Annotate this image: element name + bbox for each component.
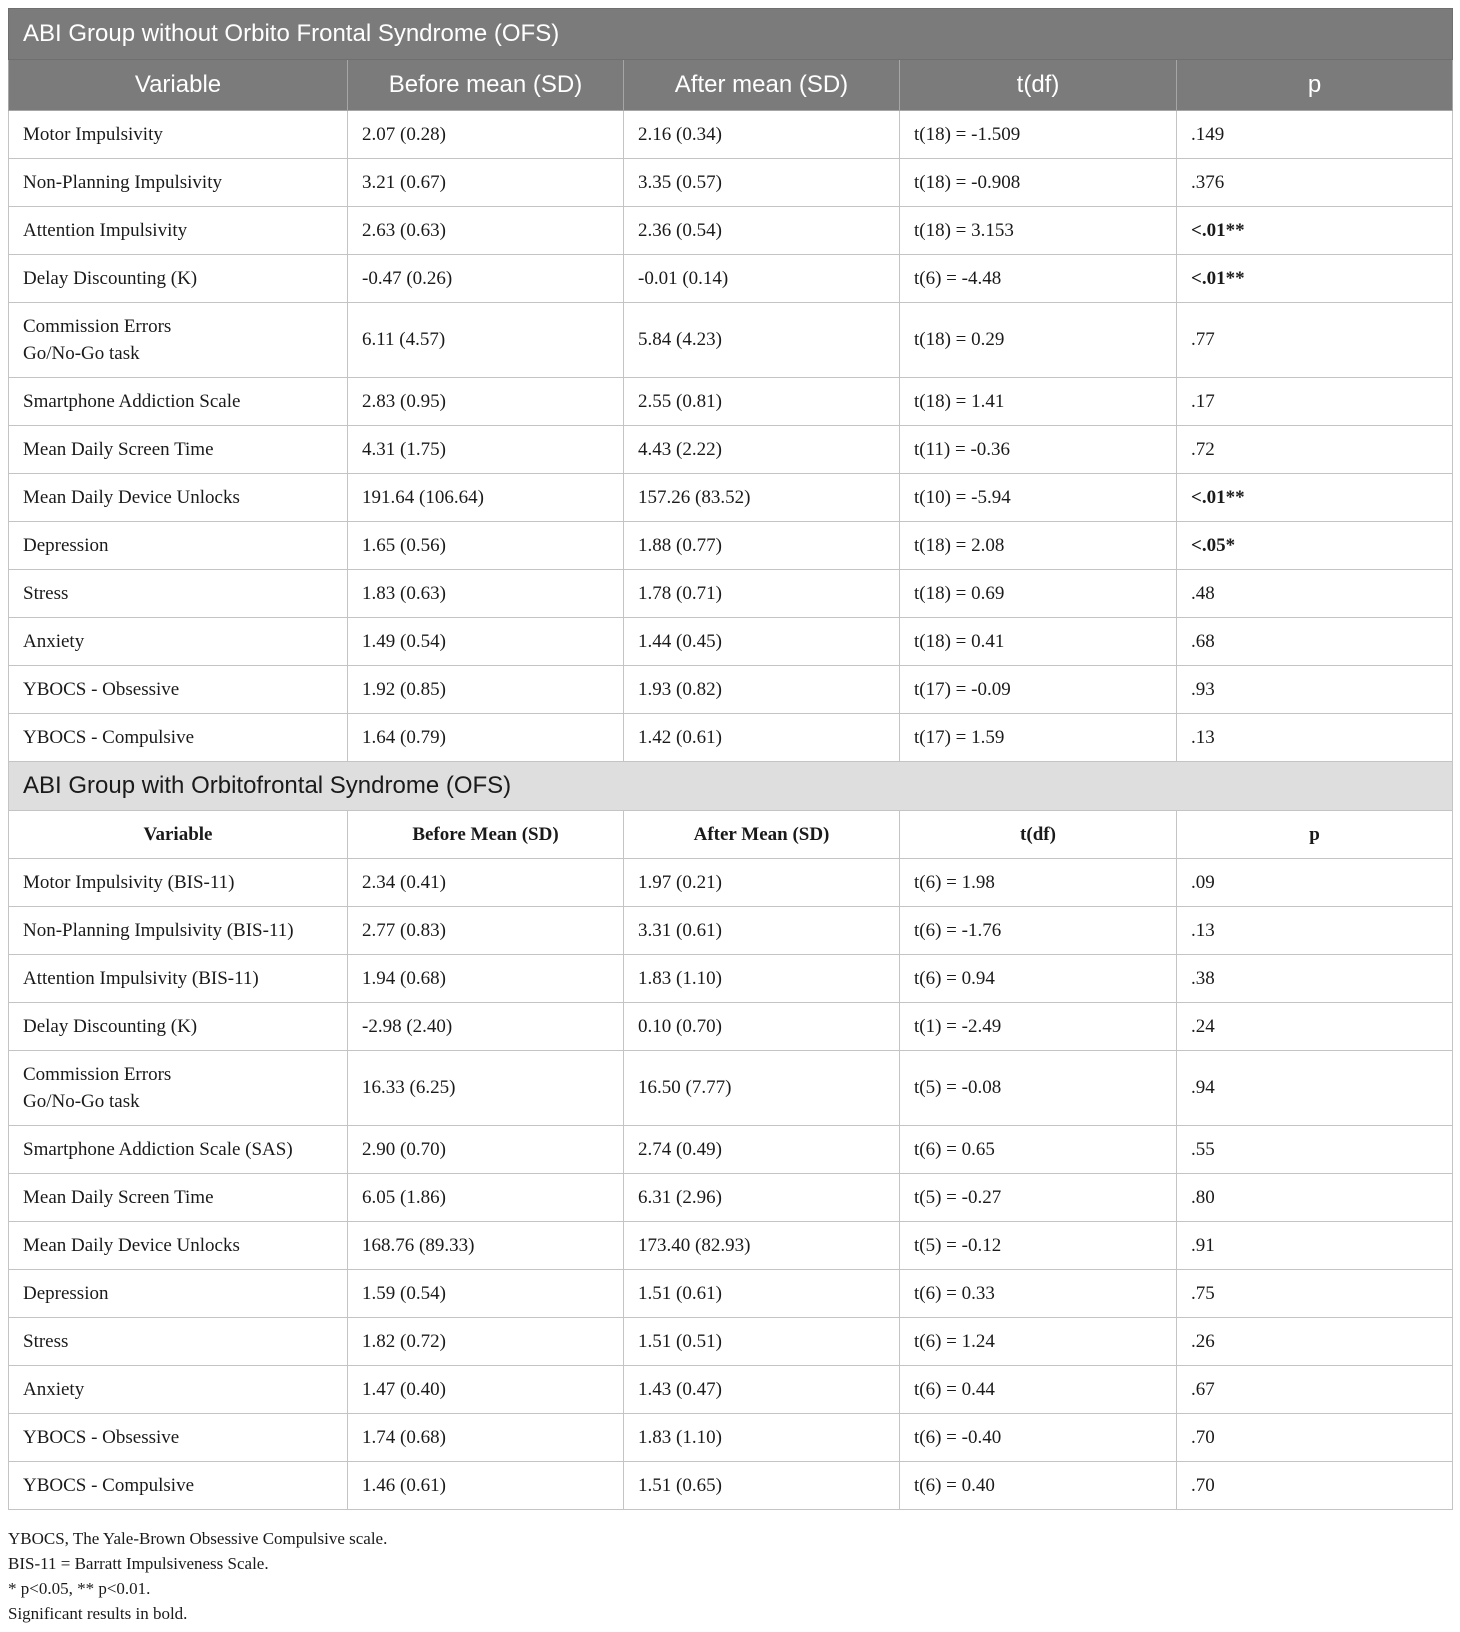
value-cell: .48 bbox=[1177, 570, 1453, 618]
value-cell: t(6) = 0.40 bbox=[900, 1462, 1177, 1510]
table-row bbox=[9, 570, 1453, 618]
value-cell: t(5) = -0.27 bbox=[900, 1174, 1177, 1222]
variable-cell: YBOCS - Compulsive bbox=[9, 1462, 348, 1510]
variable-cell: YBOCS - Compulsive bbox=[9, 714, 348, 762]
value-cell: 1.64 (0.79) bbox=[348, 714, 624, 762]
table-row bbox=[9, 859, 1453, 907]
value-cell: t(6) = 1.98 bbox=[900, 859, 1177, 907]
variable-cell: YBOCS - Obsessive bbox=[9, 666, 348, 714]
value-cell: t(18) = 0.41 bbox=[900, 618, 1177, 666]
table-row bbox=[9, 303, 1453, 378]
column-header: After mean (SD) bbox=[624, 60, 900, 111]
value-cell: 2.16 (0.34) bbox=[624, 111, 900, 159]
variable-cell: Delay Discounting (K) bbox=[9, 1003, 348, 1051]
value-cell: .09 bbox=[1177, 859, 1453, 907]
column-header: Before mean (SD) bbox=[348, 60, 624, 111]
value-cell: 3.21 (0.67) bbox=[348, 159, 624, 207]
table-row bbox=[9, 1174, 1453, 1222]
value-cell: -0.01 (0.14) bbox=[624, 255, 900, 303]
column-header: p bbox=[1177, 811, 1453, 859]
section-title: ABI Group without Orbito Frontal Syndrome (OFS) bbox=[9, 9, 1453, 60]
variable-cell: Motor Impulsivity (BIS-11) bbox=[9, 859, 348, 907]
variable-cell: Mean Daily Device Unlocks bbox=[9, 1222, 348, 1270]
value-cell: 173.40 (82.93) bbox=[624, 1222, 900, 1270]
value-cell: 1.82 (0.72) bbox=[348, 1318, 624, 1366]
value-cell: 1.97 (0.21) bbox=[624, 859, 900, 907]
value-cell: t(18) = 0.29 bbox=[900, 303, 1177, 378]
value-cell: 1.83 (1.10) bbox=[624, 955, 900, 1003]
value-cell: 16.50 (7.77) bbox=[624, 1051, 900, 1126]
variable-cell: Mean Daily Device Unlocks bbox=[9, 474, 348, 522]
value-cell: t(6) = 1.24 bbox=[900, 1318, 1177, 1366]
value-cell: 2.34 (0.41) bbox=[348, 859, 624, 907]
value-cell: t(17) = 1.59 bbox=[900, 714, 1177, 762]
value-cell: .75 bbox=[1177, 1270, 1453, 1318]
value-cell: 1.42 (0.61) bbox=[624, 714, 900, 762]
value-cell: .17 bbox=[1177, 378, 1453, 426]
value-cell: 1.65 (0.56) bbox=[348, 522, 624, 570]
value-cell: .149 bbox=[1177, 111, 1453, 159]
table-row bbox=[9, 1462, 1453, 1510]
section-title-row bbox=[9, 762, 1453, 811]
table-row bbox=[9, 1366, 1453, 1414]
value-cell: 0.10 (0.70) bbox=[624, 1003, 900, 1051]
table-row bbox=[9, 255, 1453, 303]
value-cell: 1.78 (0.71) bbox=[624, 570, 900, 618]
value-cell: 1.46 (0.61) bbox=[348, 1462, 624, 1510]
value-cell: .24 bbox=[1177, 1003, 1453, 1051]
footnote: BIS-11 = Barratt Impulsiveness Scale. bbox=[8, 1554, 269, 1573]
column-header: Variable bbox=[9, 60, 348, 111]
value-cell: 6.11 (4.57) bbox=[348, 303, 624, 378]
value-cell: 2.55 (0.81) bbox=[624, 378, 900, 426]
value-cell: 1.51 (0.51) bbox=[624, 1318, 900, 1366]
value-cell: 2.83 (0.95) bbox=[348, 378, 624, 426]
table-row bbox=[9, 426, 1453, 474]
table-row bbox=[9, 1270, 1453, 1318]
value-cell: 157.26 (83.52) bbox=[624, 474, 900, 522]
value-cell: 2.77 (0.83) bbox=[348, 907, 624, 955]
table-row bbox=[9, 378, 1453, 426]
value-cell: .70 bbox=[1177, 1414, 1453, 1462]
value-cell: 1.51 (0.61) bbox=[624, 1270, 900, 1318]
value-cell: -0.47 (0.26) bbox=[348, 255, 624, 303]
value-cell: t(10) = -5.94 bbox=[900, 474, 1177, 522]
value-cell: .91 bbox=[1177, 1222, 1453, 1270]
value-cell: 1.94 (0.68) bbox=[348, 955, 624, 1003]
value-cell: t(18) = -1.509 bbox=[900, 111, 1177, 159]
table-row bbox=[9, 1003, 1453, 1051]
value-cell: .77 bbox=[1177, 303, 1453, 378]
variable-cell: Anxiety bbox=[9, 1366, 348, 1414]
value-cell: t(18) = 3.153 bbox=[900, 207, 1177, 255]
value-cell: .13 bbox=[1177, 714, 1453, 762]
table-row bbox=[9, 207, 1453, 255]
value-cell: 1.47 (0.40) bbox=[348, 1366, 624, 1414]
table-row bbox=[9, 955, 1453, 1003]
value-cell: .67 bbox=[1177, 1366, 1453, 1414]
value-cell: 6.05 (1.86) bbox=[348, 1174, 624, 1222]
value-cell: <.01** bbox=[1177, 474, 1453, 522]
value-cell: 3.35 (0.57) bbox=[624, 159, 900, 207]
value-cell: <.01** bbox=[1177, 255, 1453, 303]
variable-cell: Depression bbox=[9, 522, 348, 570]
value-cell: .13 bbox=[1177, 907, 1453, 955]
value-cell: t(6) = 0.94 bbox=[900, 955, 1177, 1003]
results-table bbox=[8, 8, 1453, 1510]
value-cell: t(6) = -0.40 bbox=[900, 1414, 1177, 1462]
value-cell: 1.92 (0.85) bbox=[348, 666, 624, 714]
value-cell: 1.59 (0.54) bbox=[348, 1270, 624, 1318]
value-cell: 1.83 (1.10) bbox=[624, 1414, 900, 1462]
table-footnotes bbox=[8, 1526, 387, 1626]
column-header: Variable bbox=[9, 811, 348, 859]
value-cell: .26 bbox=[1177, 1318, 1453, 1366]
value-cell: .70 bbox=[1177, 1462, 1453, 1510]
value-cell: 4.43 (2.22) bbox=[624, 426, 900, 474]
table-row bbox=[9, 159, 1453, 207]
value-cell: t(6) = 0.44 bbox=[900, 1366, 1177, 1414]
value-cell: <.01** bbox=[1177, 207, 1453, 255]
value-cell: 1.43 (0.47) bbox=[624, 1366, 900, 1414]
value-cell: .38 bbox=[1177, 955, 1453, 1003]
value-cell: t(6) = -1.76 bbox=[900, 907, 1177, 955]
variable-cell: Attention Impulsivity bbox=[9, 207, 348, 255]
value-cell: t(5) = -0.12 bbox=[900, 1222, 1177, 1270]
table-row bbox=[9, 907, 1453, 955]
variable-cell: Smartphone Addiction Scale bbox=[9, 378, 348, 426]
footnote: Significant results in bold. bbox=[8, 1604, 188, 1623]
value-cell: .94 bbox=[1177, 1051, 1453, 1126]
variable-cell: Stress bbox=[9, 1318, 348, 1366]
variable-cell: Attention Impulsivity (BIS-11) bbox=[9, 955, 348, 1003]
variable-cell: YBOCS - Obsessive bbox=[9, 1414, 348, 1462]
column-header: Before Mean (SD) bbox=[348, 811, 624, 859]
value-cell: 3.31 (0.61) bbox=[624, 907, 900, 955]
value-cell: t(5) = -0.08 bbox=[900, 1051, 1177, 1126]
variable-cell: Commission Errors Go/No-Go task bbox=[9, 1051, 348, 1126]
variable-cell: Delay Discounting (K) bbox=[9, 255, 348, 303]
value-cell: t(18) = 1.41 bbox=[900, 378, 1177, 426]
value-cell: 2.07 (0.28) bbox=[348, 111, 624, 159]
value-cell: 16.33 (6.25) bbox=[348, 1051, 624, 1126]
value-cell: .68 bbox=[1177, 618, 1453, 666]
column-header: p bbox=[1177, 60, 1453, 111]
value-cell: t(18) = 0.69 bbox=[900, 570, 1177, 618]
value-cell: .93 bbox=[1177, 666, 1453, 714]
table-row bbox=[9, 474, 1453, 522]
value-cell: 6.31 (2.96) bbox=[624, 1174, 900, 1222]
value-cell: t(1) = -2.49 bbox=[900, 1003, 1177, 1051]
value-cell: .72 bbox=[1177, 426, 1453, 474]
column-header: t(df) bbox=[900, 811, 1177, 859]
table-row bbox=[9, 1318, 1453, 1366]
variable-cell: Anxiety bbox=[9, 618, 348, 666]
variable-cell: Smartphone Addiction Scale (SAS) bbox=[9, 1126, 348, 1174]
value-cell: .55 bbox=[1177, 1126, 1453, 1174]
section-title: ABI Group with Orbitofrontal Syndrome (OFS) bbox=[9, 762, 1453, 811]
column-header: After Mean (SD) bbox=[624, 811, 900, 859]
value-cell: 1.93 (0.82) bbox=[624, 666, 900, 714]
section-title-row bbox=[9, 9, 1453, 60]
variable-cell: Non-Planning Impulsivity bbox=[9, 159, 348, 207]
variable-cell: Motor Impulsivity bbox=[9, 111, 348, 159]
value-cell: 1.88 (0.77) bbox=[624, 522, 900, 570]
table-row bbox=[9, 111, 1453, 159]
variable-cell: Mean Daily Screen Time bbox=[9, 1174, 348, 1222]
value-cell: -2.98 (2.40) bbox=[348, 1003, 624, 1051]
variable-cell: Non-Planning Impulsivity (BIS-11) bbox=[9, 907, 348, 955]
value-cell: 5.84 (4.23) bbox=[624, 303, 900, 378]
value-cell: 2.74 (0.49) bbox=[624, 1126, 900, 1174]
footnote: YBOCS, The Yale-Brown Obsessive Compulsive scale. bbox=[8, 1529, 388, 1548]
value-cell: 1.44 (0.45) bbox=[624, 618, 900, 666]
value-cell: t(11) = -0.36 bbox=[900, 426, 1177, 474]
value-cell: .376 bbox=[1177, 159, 1453, 207]
header-row bbox=[9, 811, 1453, 859]
value-cell: t(17) = -0.09 bbox=[900, 666, 1177, 714]
value-cell: 2.63 (0.63) bbox=[348, 207, 624, 255]
value-cell: .80 bbox=[1177, 1174, 1453, 1222]
value-cell: t(18) = 2.08 bbox=[900, 522, 1177, 570]
value-cell: 1.51 (0.65) bbox=[624, 1462, 900, 1510]
table-row bbox=[9, 714, 1453, 762]
variable-cell: Commission Errors Go/No-Go task bbox=[9, 303, 348, 378]
footnote: * p<0.05, ** p<0.01. bbox=[8, 1579, 151, 1598]
table-row bbox=[9, 666, 1453, 714]
value-cell: 1.49 (0.54) bbox=[348, 618, 624, 666]
value-cell: 4.31 (1.75) bbox=[348, 426, 624, 474]
value-cell: 1.74 (0.68) bbox=[348, 1414, 624, 1462]
value-cell: t(6) = 0.65 bbox=[900, 1126, 1177, 1174]
table-row bbox=[9, 522, 1453, 570]
value-cell: 1.83 (0.63) bbox=[348, 570, 624, 618]
column-header: t(df) bbox=[900, 60, 1177, 111]
variable-cell: Stress bbox=[9, 570, 348, 618]
table-row bbox=[9, 1414, 1453, 1462]
table-row bbox=[9, 1222, 1453, 1270]
table-row bbox=[9, 1126, 1453, 1174]
variable-cell: Depression bbox=[9, 1270, 348, 1318]
header-row bbox=[9, 60, 1453, 111]
value-cell: 191.64 (106.64) bbox=[348, 474, 624, 522]
variable-cell: Mean Daily Screen Time bbox=[9, 426, 348, 474]
table-row bbox=[9, 618, 1453, 666]
value-cell: <.05* bbox=[1177, 522, 1453, 570]
value-cell: t(6) = -4.48 bbox=[900, 255, 1177, 303]
value-cell: 168.76 (89.33) bbox=[348, 1222, 624, 1270]
value-cell: t(18) = -0.908 bbox=[900, 159, 1177, 207]
value-cell: 2.90 (0.70) bbox=[348, 1126, 624, 1174]
value-cell: 2.36 (0.54) bbox=[624, 207, 900, 255]
table-row bbox=[9, 1051, 1453, 1126]
value-cell: t(6) = 0.33 bbox=[900, 1270, 1177, 1318]
